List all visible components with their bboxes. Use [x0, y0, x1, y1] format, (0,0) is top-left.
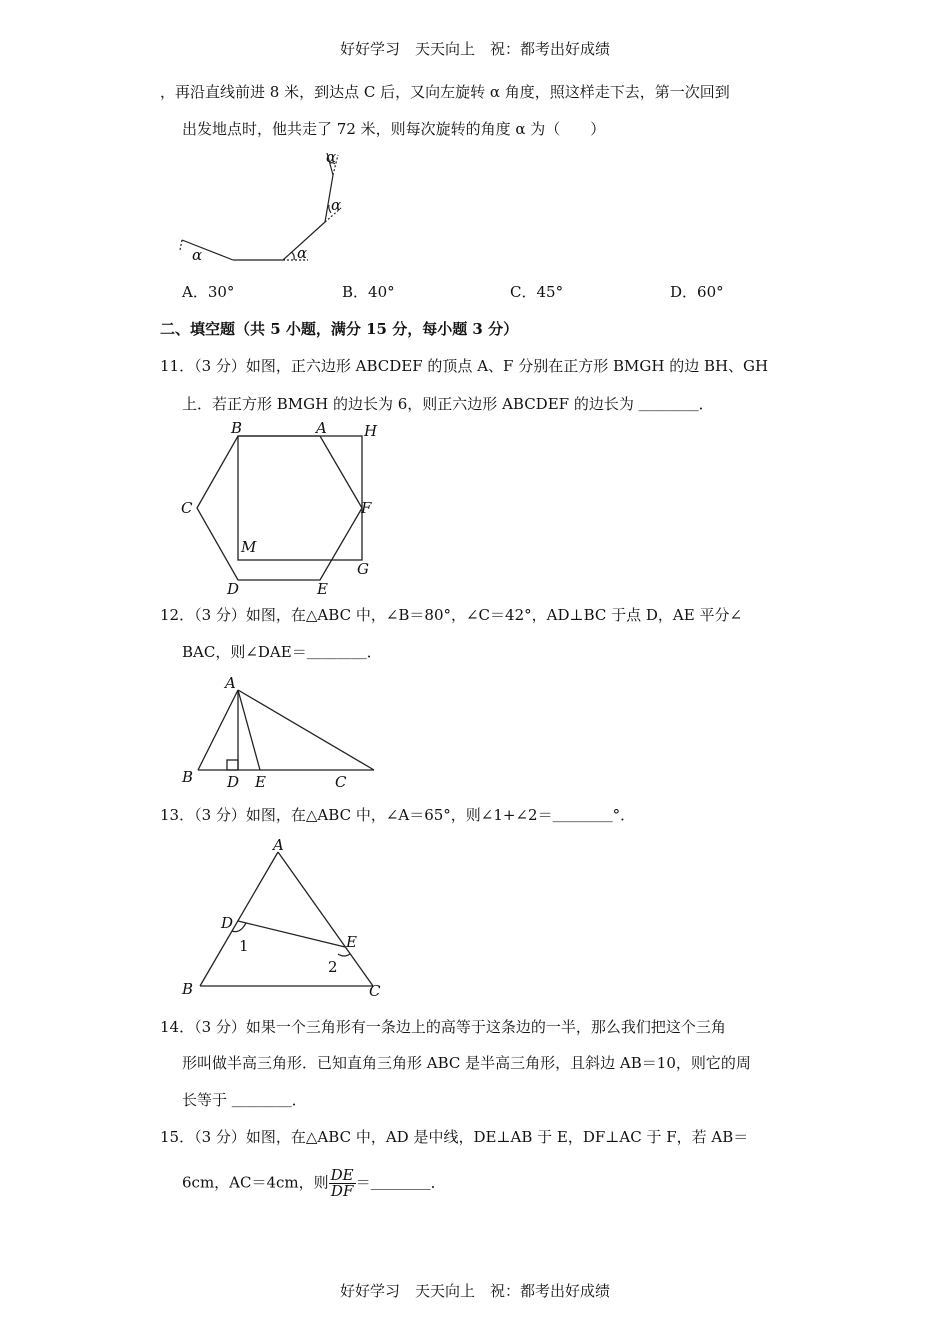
- q14-line1: 14．（3 分）如果一个三角形有一条边上的高等于这条边的一半，那么我们把这个三角: [160, 1018, 726, 1036]
- q12-label-a: A: [225, 674, 236, 692]
- q11-label-m: M: [241, 538, 257, 556]
- q10-line2: 出发地点时，他共走了 72 米，则每次旋转的角度 α 为（ ）: [182, 120, 606, 138]
- q12-label-e: E: [255, 773, 266, 791]
- q10-option-c: C．45°: [510, 283, 564, 301]
- q10-alpha-3: α: [331, 196, 342, 214]
- q11-hexagon-square-figure: [175, 418, 385, 603]
- q15-line2: [182, 1168, 446, 1199]
- q11-label-b: B: [231, 419, 243, 437]
- q14-line2: 形叫做半高三角形．已知直角三角形 ABC 是半高三角形，且斜边 AB＝10，则它的周: [182, 1054, 751, 1072]
- q11-label-c: C: [181, 499, 193, 517]
- q11-label-g: G: [357, 560, 369, 578]
- q10-alpha-2: α: [297, 244, 308, 262]
- q13-label-c: C: [369, 982, 381, 1000]
- q11-label-f: F: [361, 499, 372, 517]
- q11-line2: 上．若正方形 BMGH 的边长为 6，则正六边形 ABCDEF 的边长为 ＿＿＿＿．: [182, 395, 714, 413]
- q13-label-e: E: [346, 933, 357, 951]
- q13-triangle-figure: [178, 834, 388, 1004]
- q15-fraction-numerator: DE: [330, 1166, 354, 1184]
- q15-line1: 15．（3 分）如图，在△ABC 中，AD 是中线，DE⊥AB 于 E，DF⊥AC 于 F，若 AB＝: [160, 1128, 749, 1146]
- q12-label-c: C: [335, 773, 347, 791]
- q10-option-b: B．40°: [342, 283, 395, 301]
- q12-line2: BAC，则∠DAE＝＿＿＿＿．: [182, 643, 382, 661]
- q10-path-figure: [178, 150, 358, 270]
- q13-label-b: B: [182, 980, 194, 998]
- q10-option-a: A．30°: [182, 283, 235, 301]
- q13-line1: 13．（3 分）如图，在△ABC 中，∠A＝65°，则∠1+∠2＝＿＿＿＿°．: [160, 806, 636, 824]
- section2-title: 二、填空题（共 5 小题，满分 15 分，每小题 3 分）: [160, 320, 519, 338]
- q14-line3: 长等于 ＿＿＿＿．: [182, 1091, 307, 1109]
- q11-label-a: A: [316, 419, 327, 437]
- q11-label-h: H: [364, 422, 378, 440]
- q10-line1: ，再沿直线前进 8 米，到达点 C 后，又向左旋转 α 角度，照这样走下去，第一次回到: [160, 83, 730, 101]
- q10-option-d: D．60°: [670, 283, 724, 301]
- q10-alpha-1: α: [192, 246, 203, 264]
- q11-label-e: E: [317, 580, 328, 598]
- q13-angle-1: 1: [239, 937, 249, 955]
- q13-label-d: D: [221, 914, 234, 932]
- q13-label-a: A: [273, 836, 284, 854]
- q12-label-d: D: [227, 773, 240, 791]
- q12-line1: 12．（3 分）如图，在△ABC 中，∠B＝80°，∠C＝42°，AD⊥BC 于点 D，AE 平分∠: [160, 606, 743, 624]
- q15-line2-prefix: 6cm，AC＝4cm，则: [182, 1173, 329, 1192]
- q12-triangle-figure: [176, 672, 356, 794]
- q15-fraction-denominator: DF: [330, 1182, 354, 1200]
- q11-line1: 11．（3 分）如图，正六边形 ABCDEF 的顶点 A、F 分别在正方形 BMGH 的边 BH、GH: [160, 357, 769, 375]
- q11-label-d: D: [227, 580, 240, 598]
- q15-fraction: [329, 1168, 356, 1199]
- page-header: 好好学习 天天向上 祝：都考出好成绩: [339, 40, 610, 58]
- q10-alpha-4: α: [326, 148, 337, 166]
- page-footer: 好好学习 天天向上 祝：都考出好成绩: [339, 1282, 610, 1300]
- q13-angle-2: 2: [328, 958, 338, 976]
- q15-line2-suffix: ＝＿＿＿＿．: [355, 1173, 446, 1192]
- q12-label-b: B: [182, 768, 194, 786]
